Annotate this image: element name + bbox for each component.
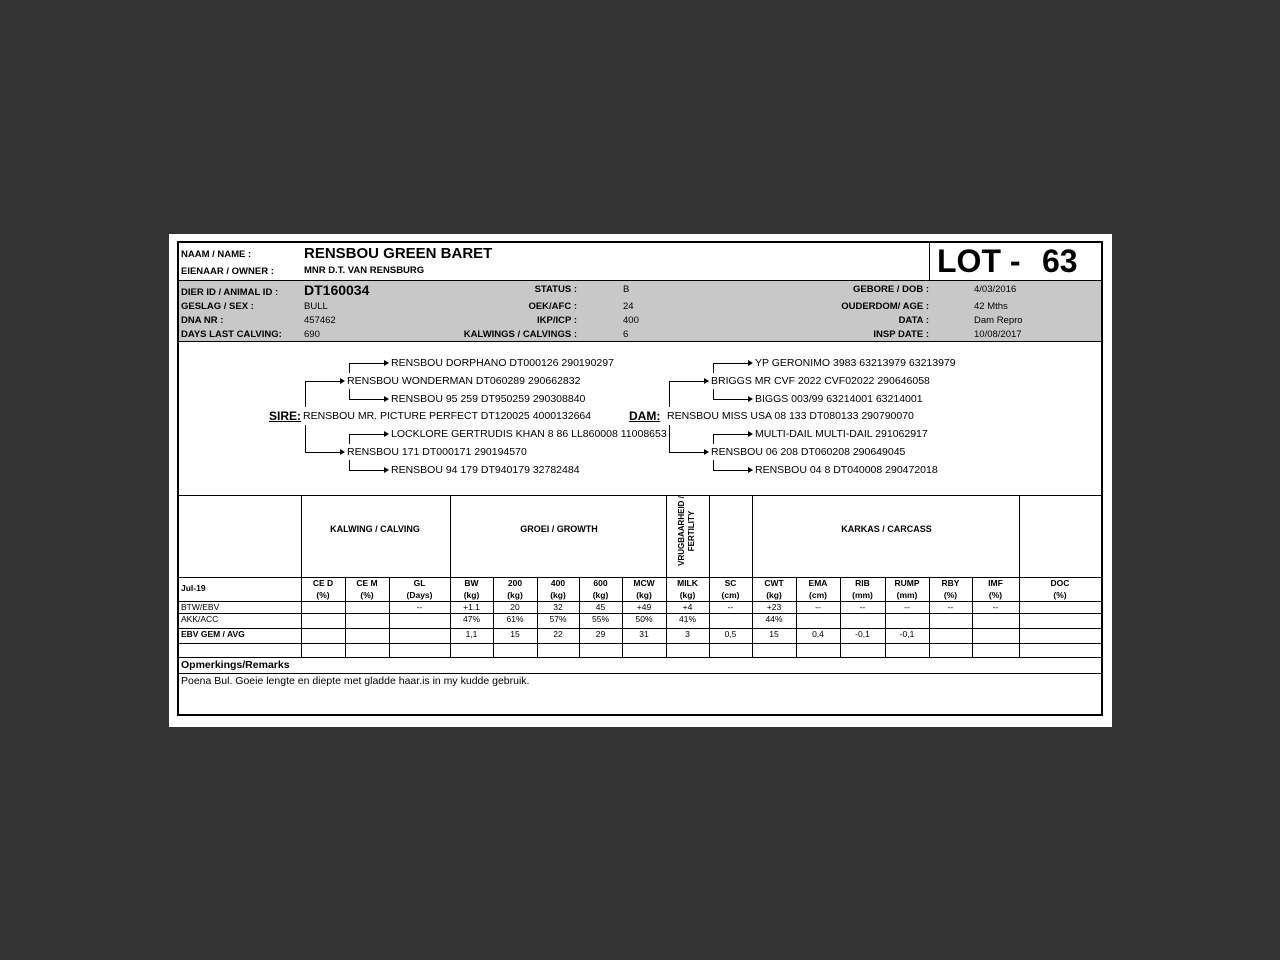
ebv-col-cwt: CWT xyxy=(764,578,784,588)
ebv-col-unit: (cm) xyxy=(809,590,827,600)
arrow-icon xyxy=(748,360,753,366)
dam-dam-sire-name: MULTI-DAIL MULTI-DAIL 291062917 xyxy=(755,428,928,440)
arrow-icon xyxy=(340,449,345,455)
ebv-col-mcw: MCW xyxy=(633,578,655,588)
group-calving: KALWING / CALVING xyxy=(330,524,420,534)
afc-label: OEK/AFC : xyxy=(528,301,577,312)
ebv-cell: 0,5 xyxy=(724,629,737,639)
calvings-value: 6 xyxy=(623,329,629,340)
ebv-col-milk: MILK xyxy=(677,578,698,588)
ss-connector-up-h xyxy=(349,363,384,364)
arrow-icon xyxy=(704,449,709,455)
ebv-cell: -0,1 xyxy=(855,629,870,639)
ebv-cell: 0,4 xyxy=(812,629,824,639)
ebv-cell: -- xyxy=(992,602,999,612)
dd-connector-up-h xyxy=(713,434,748,435)
dam-connector-down-h xyxy=(669,452,704,453)
arrow-icon xyxy=(748,467,753,473)
status-value: B xyxy=(623,284,630,295)
animal-name: RENSBOU GREEN BARET xyxy=(304,245,493,262)
owner-label: EIENAAR / OWNER : xyxy=(181,266,274,277)
ebv-cell: 15 xyxy=(510,629,520,639)
ebv-row-label: EBV GEM / AVG xyxy=(181,629,245,639)
ss-connector-up xyxy=(349,363,350,373)
arrow-icon xyxy=(748,396,753,402)
ss-connector-down-h xyxy=(349,399,384,400)
data-label: DATA : xyxy=(898,315,929,326)
group-carcass: KARKAS / CARCASS xyxy=(841,524,932,534)
ebv-col-sc: SC xyxy=(724,578,737,588)
sire-dam-dam-name: RENSBOU 94 179 DT940179 32782484 xyxy=(391,464,580,476)
arrow-icon xyxy=(384,431,389,437)
dd-connector-down xyxy=(713,460,714,470)
ebv-col-unit: (cm) xyxy=(721,590,740,600)
ebv-col-line xyxy=(1019,495,1020,657)
lot-number: 63 xyxy=(1042,243,1078,279)
sd-connector-down-h xyxy=(349,470,384,471)
ebv-cell: +1.1 xyxy=(463,602,480,612)
sire-sire-name: RENSBOU WONDERMAN DT060289 290662832 xyxy=(347,375,581,387)
ebv-cell: +23 xyxy=(766,602,782,612)
ebv-cell: +4 xyxy=(682,602,693,612)
ebv-col-unit: (kg) xyxy=(463,590,480,600)
sire-sire-sire-name: RENSBOU DORPHANO DT000126 290190297 xyxy=(391,357,614,369)
dna-value: 457462 xyxy=(304,315,336,326)
ebv-cell: -0,1 xyxy=(899,629,915,639)
ebv-col-unit: (mm) xyxy=(896,590,918,600)
ebv-col-400: 400 xyxy=(550,578,566,588)
ebv-cell: 61% xyxy=(506,614,524,624)
ebv-cell: 32 xyxy=(553,602,563,612)
ebv-cell: 57% xyxy=(549,614,567,624)
remarks-text: Poena Bul. Goeie lengte en diepte met gladde haar.is in my kudde gebruik. xyxy=(181,675,530,687)
remarks-line xyxy=(179,673,1101,674)
lot-divider xyxy=(929,243,930,280)
ebv-col-rby: RBY xyxy=(941,578,960,588)
animal-id-value: DT160034 xyxy=(304,282,370,298)
ebv-cell: 15 xyxy=(769,629,779,639)
ebv-cell: 20 xyxy=(510,602,520,612)
ebv-row-line xyxy=(179,643,1101,644)
ebv-row-label: AKK/ACC xyxy=(181,614,219,624)
ebv-col-rib: RIB xyxy=(855,578,870,588)
dam-connector-up-h xyxy=(669,381,704,382)
dob-label: GEBORE / DOB : xyxy=(852,284,929,295)
ebv-cell: -- xyxy=(727,602,734,612)
ebv-col-unit: (%) xyxy=(988,590,1003,600)
ebv-cell: 55% xyxy=(591,614,609,624)
ebv-col-ema: EMA xyxy=(808,578,828,588)
dam-sire-sire-name: YP GERONIMO 3983 63213979 63213979 xyxy=(755,357,956,369)
dna-label: DNA NR : xyxy=(181,315,224,326)
name-label: NAAM / NAME : xyxy=(181,249,252,260)
calvings-label: KALWINGS / CALVINGS : xyxy=(463,329,577,340)
arrow-icon xyxy=(384,396,389,402)
ebv-col-600: 600 xyxy=(593,578,608,588)
ebv-cell: 44% xyxy=(765,614,783,624)
ds-connector-up-h xyxy=(713,363,748,364)
lot-label: LOT - xyxy=(937,243,1021,279)
sd-connector-up xyxy=(349,434,350,444)
ebv-col-200: 200 xyxy=(507,578,523,588)
dd-connector-up xyxy=(713,434,714,444)
ebv-col-unit: (%) xyxy=(943,590,958,600)
ebv-cell: -- xyxy=(859,602,866,612)
sire-dam-sire-name: LOCKLORE GERTRUDIS KHAN 8 86 LL860008 11008653 xyxy=(391,428,667,440)
ebv-cell: 50% xyxy=(635,614,653,624)
age-label: OUDERDOM/ AGE : xyxy=(841,301,929,312)
group-growth: GROEI / GROWTH xyxy=(520,524,598,534)
dam-dam-dam-name: RENSBOU 04 8 DT040008 290472018 xyxy=(755,464,938,476)
ebv-col-unit: (%) xyxy=(360,590,374,600)
dam-connector-down xyxy=(669,425,670,452)
insp-date-label: INSP DATE : xyxy=(873,329,929,340)
afc-value: 24 xyxy=(623,301,634,312)
ebv-col-unit: (%) xyxy=(316,590,330,600)
dob-value: 4/03/2016 xyxy=(974,284,1017,295)
animal-id-label: DIER ID / ANIMAL ID : xyxy=(181,287,279,298)
arrow-icon xyxy=(704,378,709,384)
icp-value: 400 xyxy=(623,315,639,326)
ss-connector-down xyxy=(349,389,350,399)
ebv-col-imf: IMF xyxy=(988,578,1003,588)
ebv-col-unit: (kg) xyxy=(636,590,652,600)
ebv-cell: -- xyxy=(904,602,910,612)
ebv-cell: 45 xyxy=(595,602,606,612)
sire-connector-up xyxy=(305,381,306,407)
days-last-calving-value: 690 xyxy=(304,329,320,340)
sire-name: RENSBOU MR. PICTURE PERFECT DT120025 4000132664 xyxy=(303,410,592,422)
ds-connector-down xyxy=(713,389,714,399)
ebv-col-unit: (kg) xyxy=(766,590,782,600)
icp-label: IKP/ICP : xyxy=(537,315,577,326)
ebv-col-unit: (%) xyxy=(1053,590,1067,600)
info-bottom-line xyxy=(179,341,1101,342)
ebv-cell: -- xyxy=(815,602,821,612)
age-value: 42 Mths xyxy=(974,301,1008,312)
sire-sire-dam-name: RENSBOU 95 259 DT950259 290308840 xyxy=(391,393,586,405)
ebv-cell: 29 xyxy=(595,629,606,639)
ebv-cell: +49 xyxy=(636,602,652,612)
days-last-calving-label: DAYS LAST CALVING: xyxy=(181,329,282,340)
sire-connector-up-h xyxy=(305,381,340,382)
dam-sire-name: BRIGGS MR CVF 2022 CVF02022 290646058 xyxy=(711,375,930,387)
ebv-cell: -- xyxy=(416,602,423,612)
lot-card xyxy=(169,234,1112,727)
ebv-cell: 1,1 xyxy=(465,629,478,639)
dam-name: RENSBOU MISS USA 08 133 DT080133 290790070 xyxy=(667,410,914,422)
arrow-icon xyxy=(384,467,389,473)
arrow-icon xyxy=(748,431,753,437)
ebv-cell: 31 xyxy=(639,629,649,639)
remarks-label: Opmerkings/Remarks xyxy=(181,659,290,671)
ebv-cell: 47% xyxy=(462,614,480,624)
group-fertility: VRUGBAARHEID / FERTILITY xyxy=(677,496,696,566)
ebv-col-doc: DOC xyxy=(1050,578,1070,588)
insp-date-value: 10/08/2017 xyxy=(974,329,1022,340)
ebv-row-label: BTW/EBV xyxy=(181,602,220,612)
ebv-col-unit: (Days) xyxy=(406,590,433,600)
ds-connector-up xyxy=(713,363,714,373)
ebv-cell: 22 xyxy=(553,629,563,639)
ebv-cell: 3 xyxy=(685,629,690,639)
ebv-col-ce-m: CE M xyxy=(356,578,378,588)
ebv-col-line xyxy=(301,495,302,657)
ebv-date: Jul-19 xyxy=(181,583,206,593)
card-frame xyxy=(177,241,1103,716)
status-label: STATUS : xyxy=(534,284,577,295)
sire-connector-down-h xyxy=(305,452,340,453)
ebv-col-ce-d: CE D xyxy=(312,578,334,588)
ebv-col-bw: BW xyxy=(464,578,479,588)
pedigree-bottom-line xyxy=(179,495,1101,496)
ebv-cell: 41% xyxy=(678,614,696,624)
dam-dam-name: RENSBOU 06 208 DT060208 290649045 xyxy=(711,446,906,458)
ds-connector-down-h xyxy=(713,399,748,400)
ebv-col-unit: (kg) xyxy=(679,590,696,600)
ebv-col-rump: RUMP xyxy=(894,578,920,588)
dam-connector-up xyxy=(669,381,670,407)
ebv-cell: -- xyxy=(947,602,954,612)
sire-dam-name: RENSBOU 171 DT000171 290194570 xyxy=(347,446,527,458)
ebv-col-gl: GL xyxy=(413,578,426,588)
dam-sire-dam-name: BIGGS 003/99 63214001 63214001 xyxy=(755,393,923,405)
ebv-col-unit: (kg) xyxy=(550,590,566,600)
arrow-icon xyxy=(384,360,389,366)
data-value: Dam Repro xyxy=(974,315,1023,326)
sex-label: GESLAG / SEX : xyxy=(181,301,254,312)
dam-label: DAM: xyxy=(629,409,661,423)
sire-connector-down xyxy=(305,425,306,452)
arrow-icon xyxy=(340,378,345,384)
sd-connector-up-h xyxy=(349,434,384,435)
ebv-row-line xyxy=(179,657,1101,658)
sex-value: BULL xyxy=(304,301,328,312)
ebv-col-unit: (kg) xyxy=(507,590,523,600)
sd-connector-down xyxy=(349,460,350,470)
dd-connector-down-h xyxy=(713,470,748,471)
ebv-col-unit: (kg) xyxy=(592,590,609,600)
sire-label: SIRE: xyxy=(269,409,302,423)
owner-value: MNR D.T. VAN RENSBURG xyxy=(304,265,425,276)
ebv-col-unit: (mm) xyxy=(852,590,873,600)
